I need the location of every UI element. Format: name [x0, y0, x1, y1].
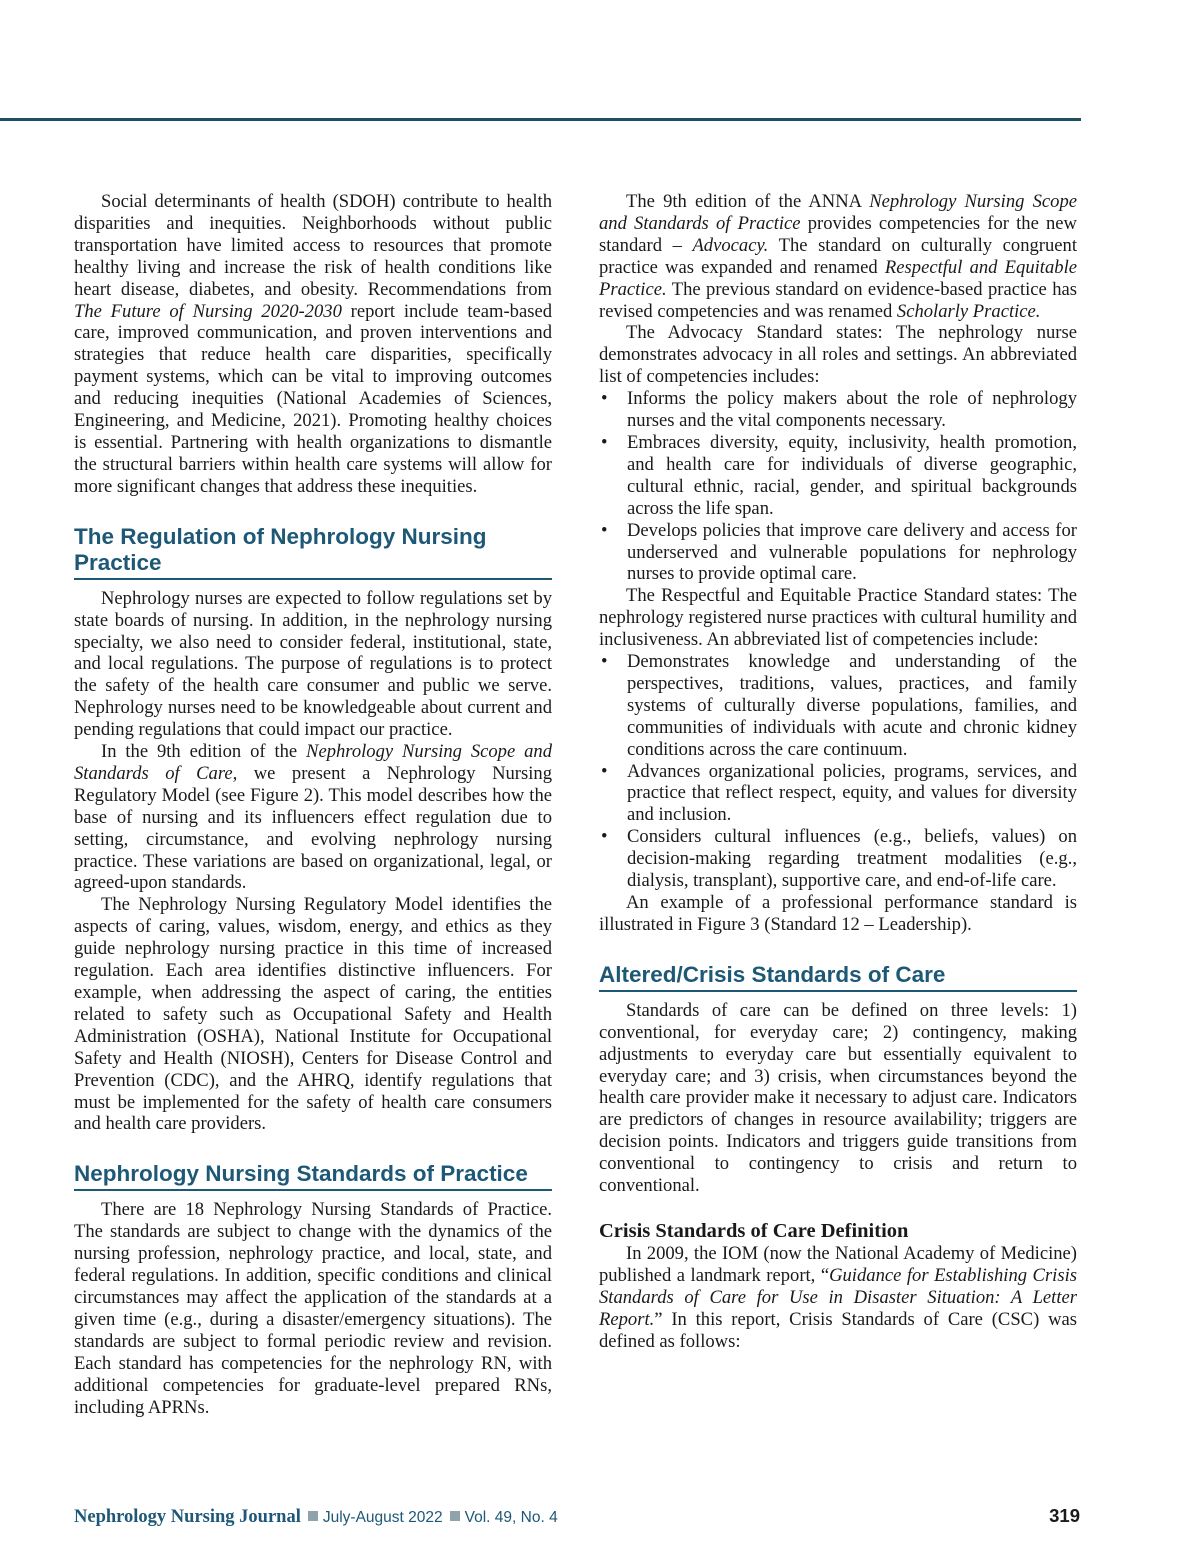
footer-citation: [74, 1502, 558, 1532]
square-separator-icon: [308, 1511, 318, 1521]
ninth-edition-paragraph: [599, 191, 1077, 322]
body-text: The standard on culturally congruent practice was expanded and renamed: [599, 234, 1077, 278]
left-column: [74, 191, 552, 1418]
volume-number: Vol. 49, No. 4: [464, 1509, 558, 1526]
regulation-paragraph-1: [74, 588, 552, 741]
body-text: The Advocacy Standard states: The nephrology nurse demonstrates advocacy in all roles and settings. An abbreviated list of competencies includes:: [599, 322, 1077, 388]
body-text: Nephrology nurses are expected to follow regulations set by state boards of nursing. In addition, in the nephrology nursing specialty, we also need to consider federal, institutional, state, and local regulations. The purpose of regulations is to protect the safety of the health care consumer and public we serve. Nephrology nurses need to be knowledgeable about current and pending regulations that could impact our practice.: [74, 587, 552, 741]
body-text: In the 9th edition of the: [101, 741, 307, 763]
example-paragraph: [599, 892, 1077, 936]
regulation-paragraph-2: [74, 741, 552, 894]
advocacy-competency-list: [599, 388, 1077, 585]
body-text: ” In this report, Crisis Standards of Care (CSC) was defined as follows:: [599, 1308, 1077, 1352]
crisis-paragraph-1: [599, 1000, 1077, 1197]
body-text: we present a Nephrology Nursing Regulatory Model (see Figure 2). This model describes how the base of nursing and its influencers effect regulation due to setting, circumstance, and evolving nephrology nursing practice. These variations are based on organizational, legal, or agreed-upon standards.: [74, 762, 552, 894]
body-text: Social determinants of health (SDOH) contribute to health disparities and inequities. Neighborhoods without public transportation have limited access to resources that promote healthy living and increase the risk of health conditions like heart disease, diabetes, and obesity. Recommendations from: [74, 191, 552, 300]
bullet-item: • Embraces diversity, equity, inclusivity, health promotion, and health care for individuals of diverse geographic, cultural ethnic, racial, gender, and spiritual backgrounds across the life span.: [599, 432, 1077, 520]
csc-definition-heading: Crisis Standards of Care Definition: [599, 1219, 909, 1242]
issue-date: July-August 2022: [322, 1509, 443, 1526]
intro-paragraph: [74, 191, 552, 498]
advocacy-intro-paragraph: [599, 322, 1077, 388]
body-text: In 2009, the IOM (now the National Academy of Medicine) published a landmark report, “: [599, 1242, 1077, 1286]
italic-title-text: Advocacy.: [692, 234, 769, 256]
italic-title-text: The Future of Nursing 2020-2030: [74, 300, 342, 322]
journal-name: Nephrology Nursing Journal: [74, 1507, 301, 1527]
standards-heading: Nephrology Nursing Standards of Practice: [74, 1161, 552, 1191]
regulation-heading: The Regulation of Nephrology Nursing Practice: [74, 524, 552, 580]
bullet-item: • Advances organizational policies, programs, services, and practice that reflect respect, equity, and values for diversity and inclusion.: [599, 761, 1077, 827]
body-text: The Respectful and Equitable Practice Standard states: The nephrology registered nurse practices with cultural humility and inclusiveness. An abbreviated list of competencies include:: [599, 585, 1077, 651]
body-text: provides competencies for the new standard –: [599, 212, 1077, 256]
csc-paragraph-1: [599, 1243, 1077, 1353]
respectful-competency-list: [599, 651, 1077, 892]
italic-title-text: Guidance for Establishing Crisis Standards of Care for Use in Disaster Situation: A Letter Report.: [599, 1264, 1077, 1330]
standards-paragraph-1: [74, 1199, 552, 1418]
crisis-heading: Altered/Crisis Standards of Care: [599, 962, 1077, 992]
italic-title-text: Respectful and Equitable Practice.: [599, 256, 1077, 300]
body-text: The previous standard on evidence-based practice has revised competencies and was renamed: [599, 278, 1077, 322]
header-rule: [0, 118, 1081, 121]
respectful-intro-paragraph: [599, 585, 1077, 651]
body-text: report include team-based care, improved communication, and proven interventions and strategies that reduce health care disparities, specifically payment systems, which can be vital to improving outcomes and reducing inequities (National Academies of Sciences, Engineering, and Medicine, 2021). Promoting healthy choices is essential. Partnering with health organizations to dismantle the structural barriers within health care systems will allow for more significant changes that address these inequities.: [74, 300, 552, 497]
body-text: The 9th edition of the ANNA: [626, 191, 870, 212]
italic-title-text: Scholarly Practice.: [896, 300, 1041, 322]
bullet-item: • Informs the policy makers about the role of nephrology nurses and the vital components necessary.: [599, 388, 1077, 432]
right-column: [599, 191, 1077, 1353]
bullet-item: • Develops policies that improve care delivery and access for underserved and vulnerable populations for nephrology nurses to provide optimal care.: [599, 520, 1077, 586]
italic-title-text: Nephrology Nursing Scope and Standards of Care,: [74, 741, 552, 784]
regulation-paragraph-3: [74, 894, 552, 1135]
bullet-item: • Demonstrates knowledge and understanding of the perspectives, traditions, values, practices, and family systems of culturally diverse populations, families, and communities of individuals with acute and chronic kidney conditions across the care continuum.: [599, 651, 1077, 761]
body-text: Standards of care can be defined on three levels: 1) conventional, for everyday care; 2) contingency, making adjustments to everyday care but essentially equivalent to everyday care; and 3) crisis, when circumstances beyond the health care provider make it necessary to adjust care. Indicators are predictors of changes in resource availability; triggers are decision points. Indicators and triggers guide transitions from conventional to contingency to crisis and return to conventional.: [599, 999, 1077, 1197]
body-text: There are 18 Nephrology Nursing Standards of Practice. The standards are subject to change with the dynamics of the nursing profession, nephrology practice, and local, state, and federal regulations. In addition, specific conditions and clinical circumstances may affect the application of the standards at a given time (e.g., during a disaster/emergency situations). The standards are subject to formal periodic review and revision. Each standard has competencies for the nephrology RN, with additional competencies for graduate-level prepared RNs, including APRNs.: [74, 1199, 552, 1418]
page-number: 319: [1049, 1505, 1080, 1526]
italic-title-text: Nephrology Nursing Scope and Standards of Practice: [599, 191, 1077, 234]
body-text: An example of a professional performance standard is illustrated in Figure 3 (Standard 12 – Leadership).: [599, 892, 1077, 935]
body-text: The Nephrology Nursing Regulatory Model identifies the aspects of caring, values, wisdom, energy, and ethics as they guide nephrology nursing practice in this time of increased regulation. Each area identifies distinctive influencers. For example, when addressing the aspect of caring, the entities related to safety such as Occupational Safety and Health Administration (OSHA), National Institute for Occupational Safety and Health (NIOSH), Centers for Disease Control and Prevention (CDC), and the AHRQ, identify regulations that must be implemented for the safety of health care consumers and health care providers.: [74, 894, 552, 1135]
square-separator-icon: [450, 1511, 460, 1521]
page-footer: [74, 1502, 1080, 1530]
bullet-item: • Considers cultural influences (e.g., beliefs, values) on decision-making regarding treatment modalities (e.g., dialysis, transplant), supportive care, and end-of-life care.: [599, 826, 1077, 892]
